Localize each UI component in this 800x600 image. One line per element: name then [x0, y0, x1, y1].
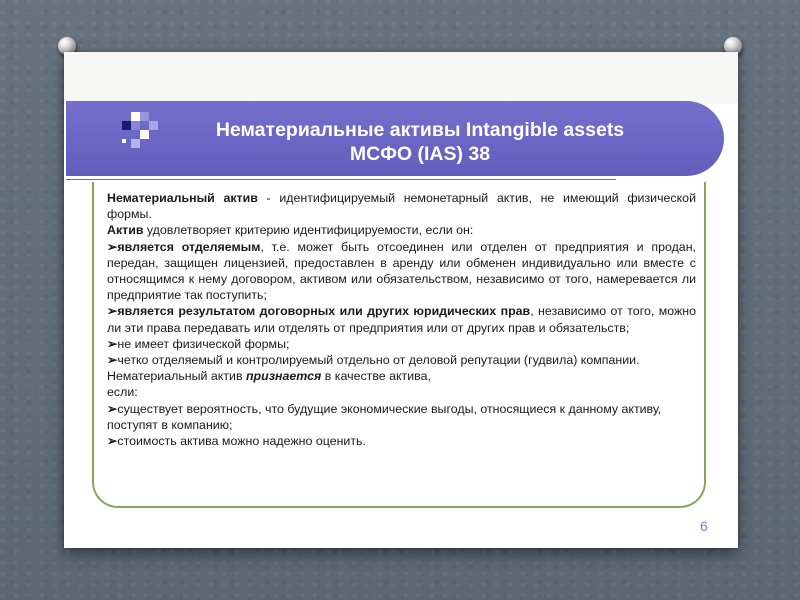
criteria-paragraph	[107, 222, 696, 238]
arrow-bullet-icon: ➢	[107, 239, 118, 254]
recognition-text-after: в качестве актива,	[321, 369, 431, 384]
arrow-bullet-icon: ➢	[107, 353, 118, 368]
bullet-separable-bold: является отделяемым	[117, 239, 261, 254]
bullet-economic-benefits-text: существует вероятность, что будущие экономические выгоды, относящиеся к данному активу, поступят в компанию;	[107, 401, 662, 432]
definition-text: - идентифицируемый немонетарный актив, не имеющий физической формы.	[107, 191, 696, 222]
bullet-legal-rights-text: , независимо от того, можно ли эти права передавать или отделять от предприятия или от других прав и обязательств;	[107, 304, 696, 335]
bullet-separable-text: , т.е. может быть отсоединен или отделен от предприятия и продан, передан, защищен лицензией, предоставлен в аренду или обменен индивидуально или вместе с относящимся к нему договором, активом или обязательством, независимо от того, намеревается ли предприятие так поступить;	[107, 239, 696, 303]
bullet-legal-rights-bold: является результатом договорных или других юридических прав	[117, 304, 531, 319]
arrow-bullet-icon: ➢	[107, 336, 118, 351]
definition-paragraph	[107, 190, 696, 222]
bullet-goodwill-text: четко отделяемый и контролируемый отдельно от деловой репутации (гудвила) компании.	[117, 353, 640, 368]
definition-term: Нематериальный актив	[107, 191, 258, 205]
bullet-no-physical-form-text: не имеет физической формы;	[117, 336, 290, 351]
bullet-reliable-measure	[107, 433, 696, 449]
criteria-text: удовлетворяет критерию идентифицируемости, если он:	[143, 223, 474, 238]
arrow-bullet-icon: ➢	[107, 304, 118, 319]
arrow-bullet-icon: ➢	[107, 401, 118, 416]
slide-title	[150, 118, 690, 166]
slide-title-line2: МСФО (IAS) 38	[349, 143, 491, 165]
condition-text: если:	[107, 385, 138, 400]
slide-body	[107, 190, 696, 449]
arrow-bullet-icon: ➢	[107, 434, 118, 449]
page-number: 6	[700, 518, 708, 534]
bullet-reliable-measure-text: стоимость актива можно надежно оценить.	[117, 434, 366, 449]
slide-title-line1: Нематериальные активы Intangible assets	[215, 119, 625, 141]
recognition-text-before: Нематериальный актив	[107, 369, 246, 384]
bullet-goodwill	[107, 352, 696, 368]
condition-paragraph	[107, 384, 696, 400]
recognition-paragraph	[107, 368, 696, 384]
slide-top-strip	[64, 52, 738, 104]
bullet-no-physical-form	[107, 336, 696, 352]
bullet-separable	[107, 239, 696, 304]
recognition-term: признается	[245, 369, 322, 384]
criteria-term: Актив	[107, 223, 144, 238]
title-underline	[66, 179, 616, 180]
bullet-legal-rights	[107, 303, 696, 335]
bullet-economic-benefits	[107, 401, 696, 433]
